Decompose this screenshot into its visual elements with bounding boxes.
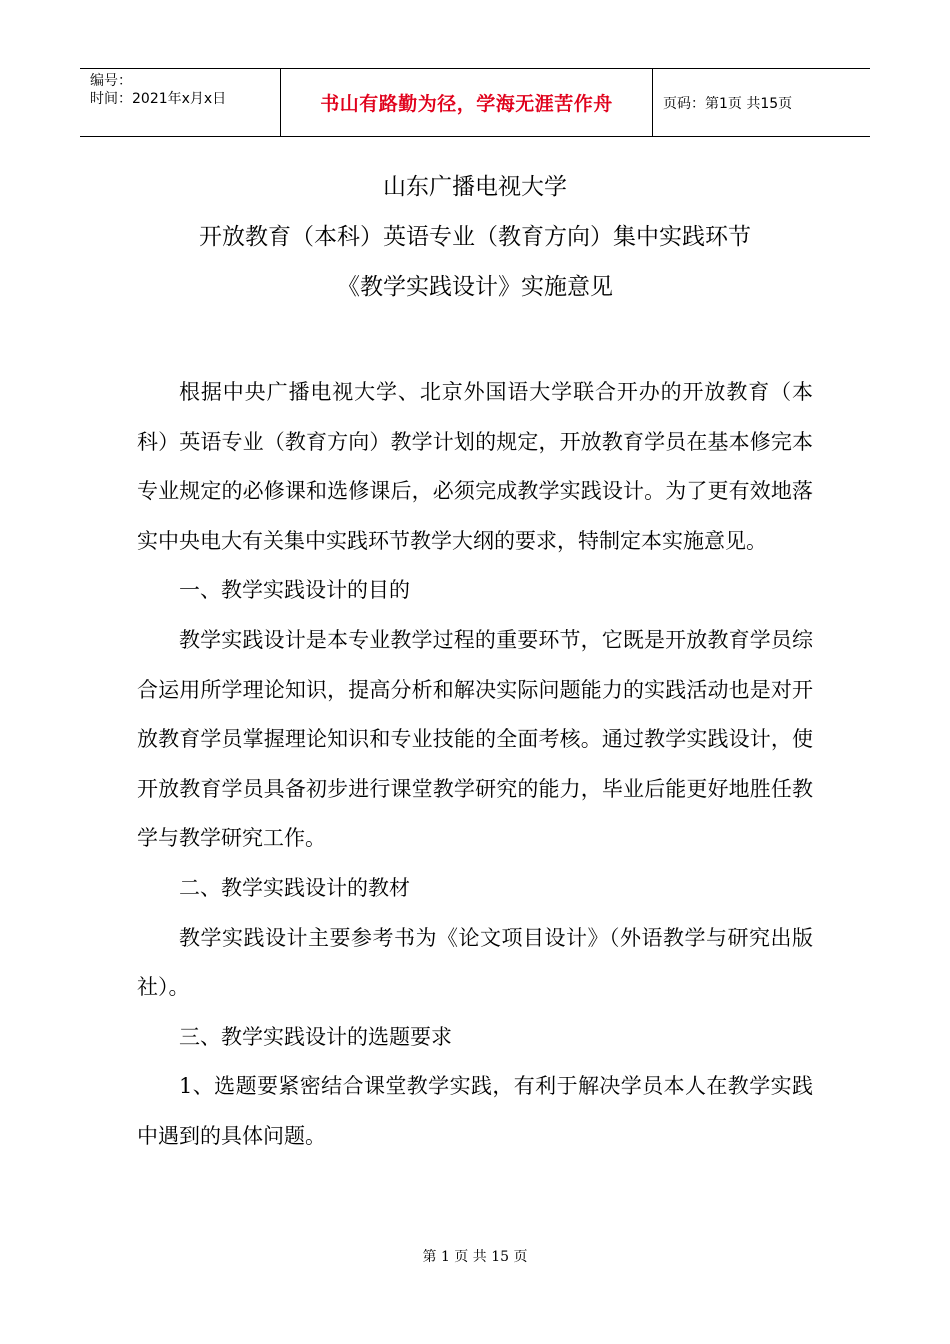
section-paragraph-topic-requirement-1: 1、选题要紧密结合课堂教学实践，有利于解决学员本人在教学实践中遇到的具体问题。 [137, 1074, 813, 1148]
document-body [137, 368, 813, 1162]
number-label: 编号： [90, 73, 132, 89]
section-heading-textbook: 二、教学实践设计的教材 [179, 875, 410, 900]
title-line-university: 山东广播电视大学 [383, 174, 567, 200]
time-label: 时间：2021年x月x日 [90, 91, 227, 107]
header-page-info: 页码：第1页 共15页 [663, 95, 793, 112]
section-heading-topic-requirements: 三、教学实践设计的选题要求 [179, 1024, 452, 1049]
section-paragraph-purpose: 教学实践设计是本专业教学过程的重要环节，它既是开放教育学员综合运用所学理论知识，提高分析和解决实际问题能力的实践活动也是对开放教育学员掌握理论知识和专业技能的全面考核。通过教学实践设计，使开放教育学员具备初步进行课堂教学研究的能力，毕业后能更好地胜任教学与教学研究工作。 [137, 627, 813, 851]
header-meta-cell [80, 69, 281, 136]
section-heading-purpose: 一、教学实践设计的目的 [179, 578, 410, 603]
document-title-block [80, 168, 870, 318]
page-header [80, 68, 870, 137]
title-line-course: 《教学实践设计》实施意见 [337, 274, 613, 300]
intro-paragraph: 根据中央广播电视大学、北京外国语大学联合开办的开放教育（本科）英语专业（教育方向）教学计划的规定，开放教育学员在基本修完本专业规定的必修课和选修课后，必须完成教学实践设计。为了更有效地落实中央电大有关集中实践环节教学大纲的要求，特制定本实施意见。 [137, 380, 813, 553]
section-paragraph-textbook: 教学实践设计主要参考书为《论文项目设计》（外语教学与研究出版社）。 [137, 925, 813, 1000]
title-line-program: 开放教育（本科）英语专业（教育方向）集中实践环节 [199, 224, 751, 250]
header-motto: 书山有路勤为径，学海无涯苦作舟 [281, 69, 653, 136]
page-footer: 第 1 页 共 15 页 [422, 1249, 528, 1265]
